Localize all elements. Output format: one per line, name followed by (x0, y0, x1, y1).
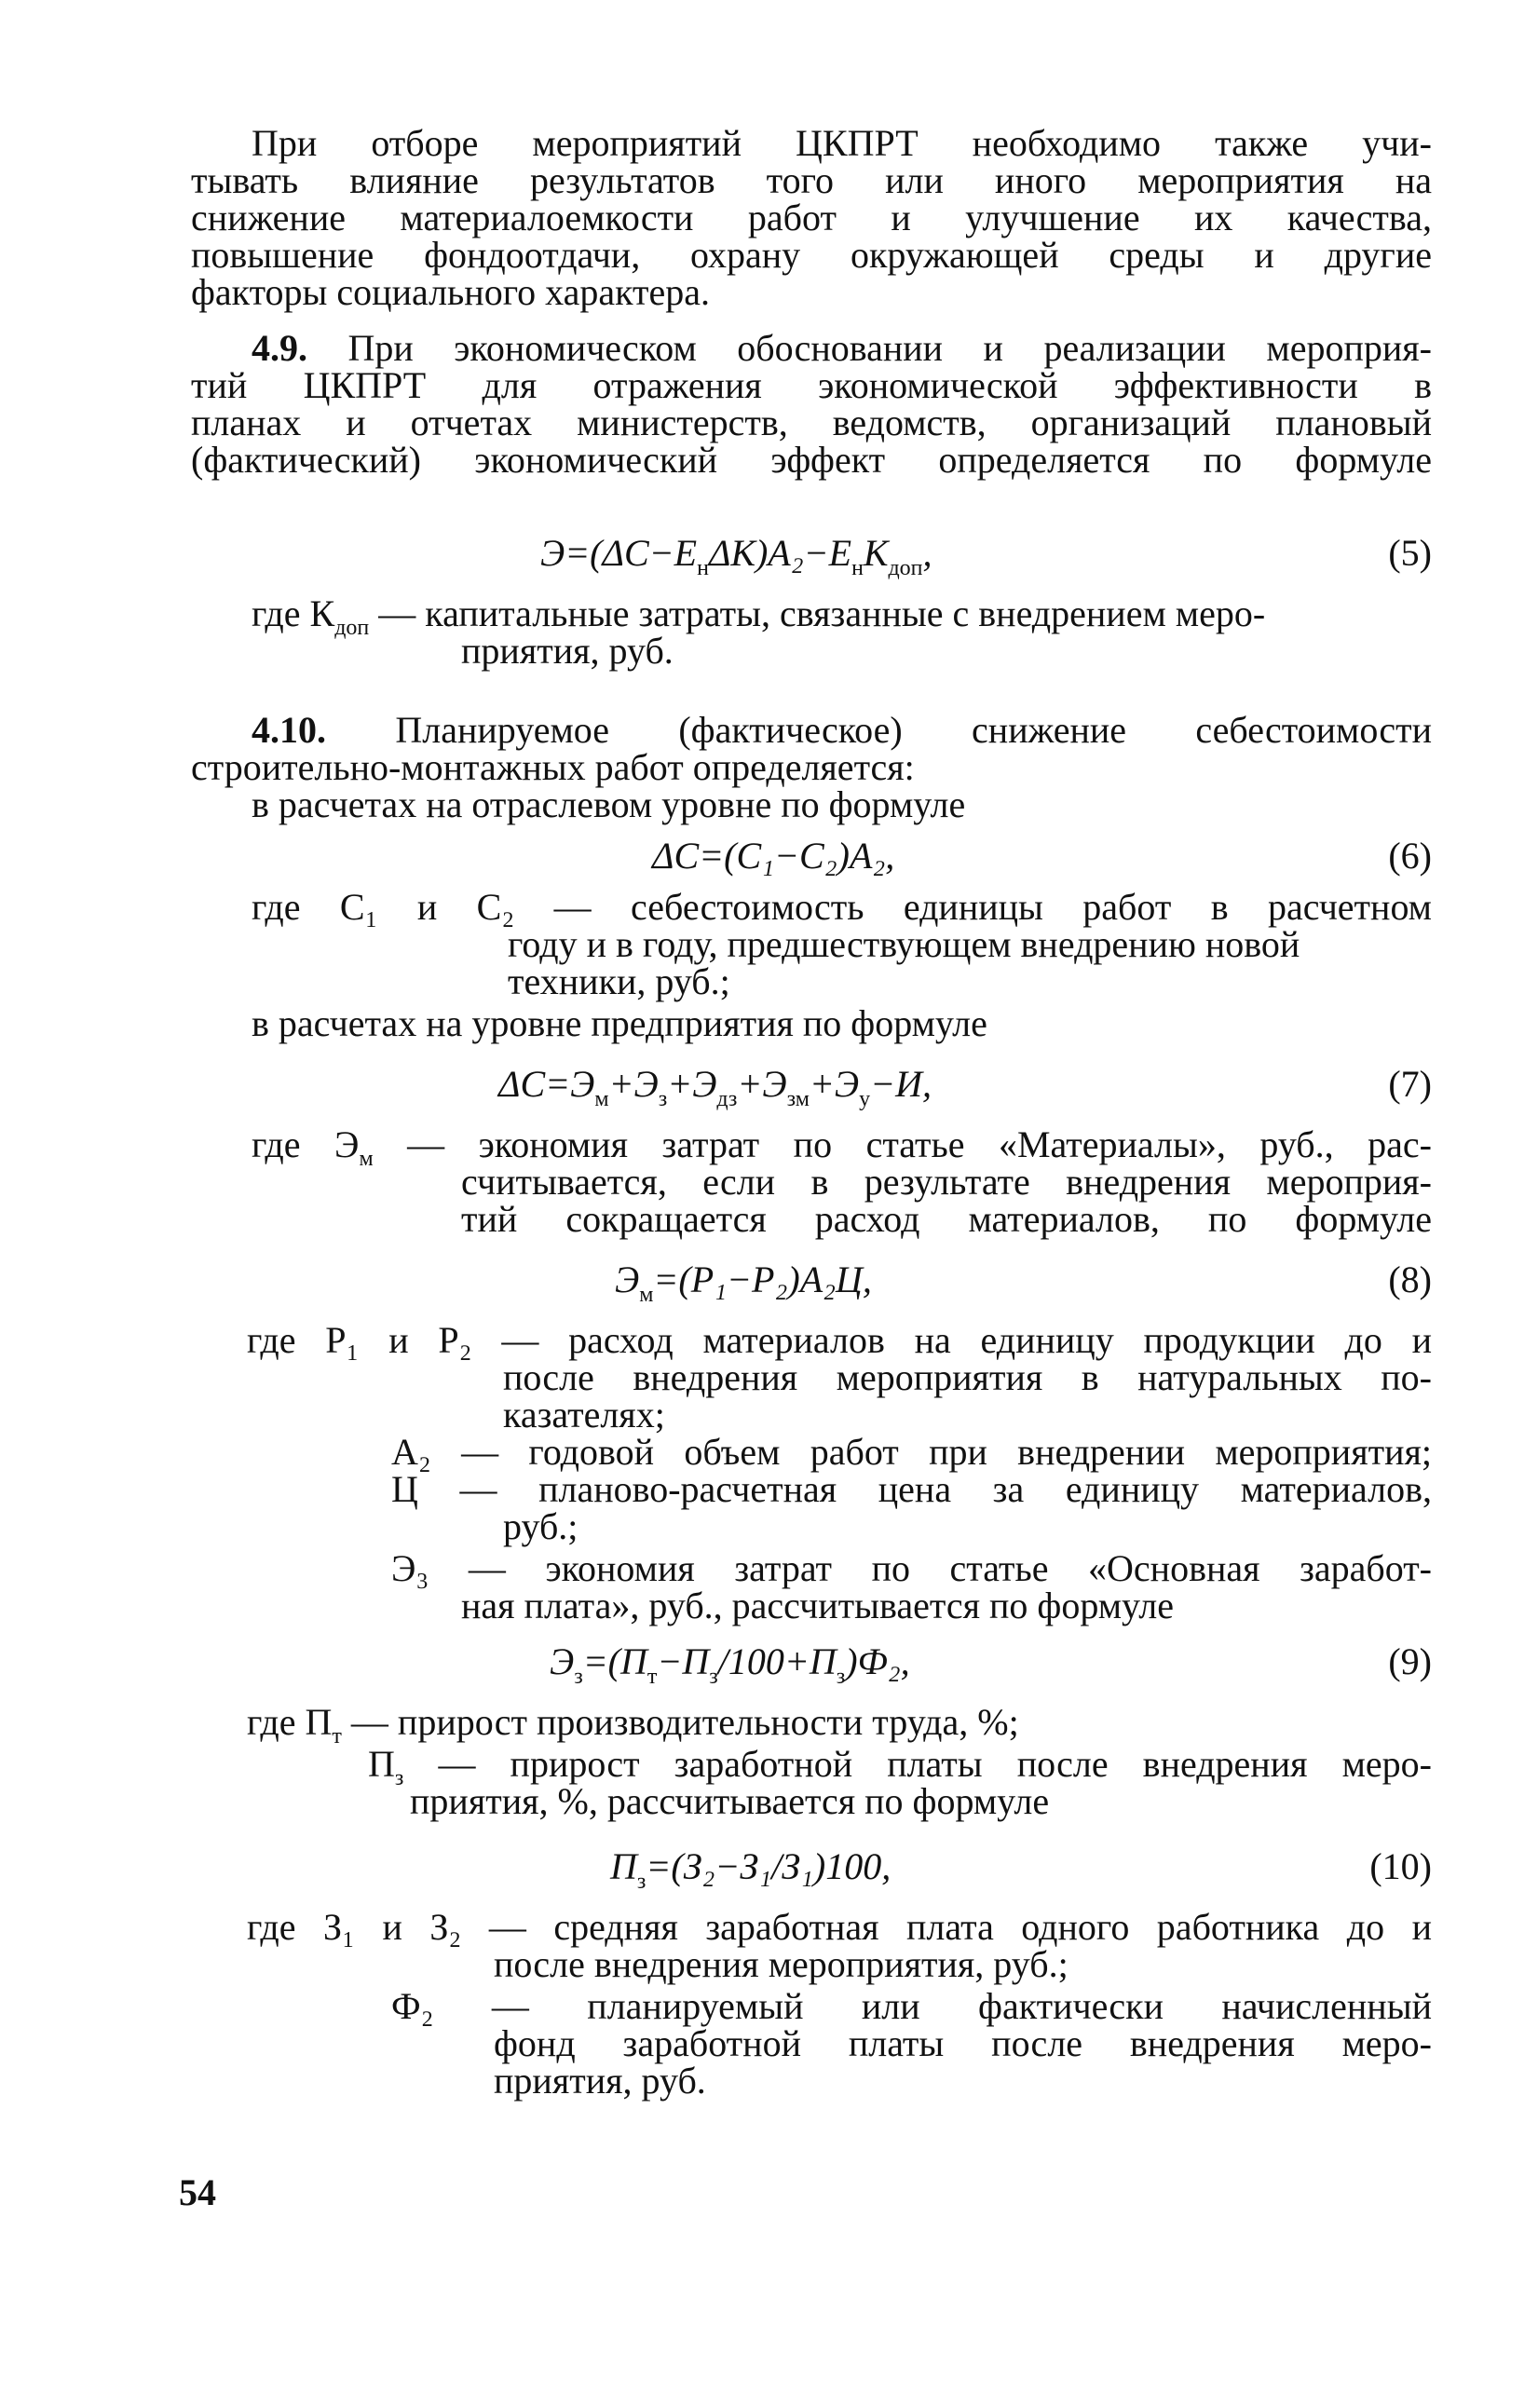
def10-line2: после внедрения мероприятия, руб.; (494, 1943, 1068, 1985)
def6-line2: году и в году, предшествующем внедрению новой (508, 923, 1300, 965)
def8-line7: Э₃ — экономия затрат по статье «Основная заработ- (391, 1547, 1432, 1589)
formula-10-number: (10) (1369, 1845, 1432, 1887)
para1-line2: тывать влияние результатов того или иного мероприятия на (191, 159, 1432, 201)
formula-5-expression: $Э=(\Delta С-Е_н\Delta К)А_2-Е_нК_{доп}$, (540, 532, 932, 580)
para1-line4: повышение фондоотдачи, охрану окружающей среды и другие (191, 234, 1432, 276)
sec410-line1: 4.10. Планируемое (фактическое) снижение себестоимости (252, 709, 1433, 751)
para1-line3: снижение материалоемкости работ и улучшение их качества, (191, 197, 1432, 238)
def8-line2: после внедрения мероприятия в натуральных по- (503, 1356, 1432, 1398)
def8-line3: казателях; (503, 1394, 665, 1435)
def8-line5: Ц — планово-расчетная цена за единицу материалов, (391, 1468, 1432, 1510)
def9-line3: приятия, %, рассчитывается по формуле (410, 1780, 1050, 1822)
sec49-line2: тий ЦКПРТ для отражения экономической эффективности в (191, 364, 1432, 406)
formula-7-number: (7) (1388, 1063, 1432, 1105)
def6-line3: техники, руб.; (508, 960, 730, 1002)
def8-line8: ная плата», руб., рассчитывается по формуле (461, 1585, 1174, 1626)
def10-line5: приятия, руб. (494, 2060, 706, 2102)
sec49-number: 4.9. (252, 327, 307, 369)
formula-8-number: (8) (1388, 1258, 1432, 1300)
def7-line1: где $Э_м$ — экономия затрат по статье «Материалы», руб., рас- (252, 1123, 1432, 1171)
formula-6-number: (6) (1388, 835, 1432, 877)
def5-line1: где $К_{доп}$ — капитальные затраты, связанные с внедрением меро- (252, 592, 1266, 640)
def7-line2: считывается, если в результате внедрения мероприя- (461, 1161, 1432, 1203)
formula-8-expression: $Э_м=(Р_1-Р_2)А_2Ц$, (615, 1258, 872, 1307)
sec49-first: При экономическом обосновании и реализации мероприя- (347, 327, 1432, 369)
sec410-number: 4.10. (252, 709, 326, 751)
sec410-line3: в расчетах на отраслевом уровне по формуле (252, 783, 966, 825)
formula-6-expression: ΔС=(С₁−С₂)А₂, (652, 835, 895, 877)
def8-line1: где Р₁ и Р₂ — расход материалов на единицу продукции до и (247, 1319, 1432, 1361)
para1-line1: При отборе мероприятий ЦКПРТ необходимо также учи- (252, 122, 1432, 164)
def8-line4: А₂ — годовой объем работ при внедрении мероприятия; (391, 1431, 1432, 1473)
def10-line3: Ф₂ — планируемый или фактически начисленный (391, 1985, 1432, 2027)
formula-9-expression: $Э_з=(П_т-П_з/100+П_з)Ф_2$, (550, 1640, 910, 1689)
formula-10-expression: $П_з=(З_2-З_1/З_1)100$, (610, 1845, 891, 1894)
page-number: 54 (179, 2171, 216, 2213)
sec49-line3: планах и отчетах министерств, ведомств, организаций плановый (191, 401, 1432, 443)
formula-5-number: (5) (1388, 532, 1432, 574)
def10-line1: где З₁ и З₂ — средняя заработная плата одного работника до и (247, 1906, 1432, 1948)
def5-line2: приятия, руб. (461, 630, 674, 672)
formula-7-expression: $\Delta С=Э_м+Э_з+Э_{дз}+Э_{зм}+Э_у-И$, (498, 1063, 932, 1111)
def10-line4: фонд заработной платы после внедрения меро- (494, 2022, 1432, 2064)
def9-line1: где $П_т$ — прирост производительности труда, %; (247, 1701, 1019, 1748)
def6-line1: где С₁ и С₂ — себестоимость единицы работ в расчетном (252, 886, 1432, 928)
def9-line2: $П_з$ — прирост заработной платы после внедрения меро- (368, 1743, 1432, 1790)
formula-9-number: (9) (1388, 1640, 1432, 1682)
para1-line5: факторы социального характера. (191, 271, 710, 313)
sec49-line4: (фактический) экономический эффект определяется по формуле (191, 439, 1432, 481)
line-enterprise: в расчетах на уровне предприятия по формуле (252, 1002, 987, 1044)
def7-line3: тий сокращается расход материалов, по формуле (461, 1198, 1432, 1240)
def8-line6: руб.; (503, 1505, 578, 1547)
sec410-line2: строительно-монтажных работ определяется: (191, 746, 915, 788)
